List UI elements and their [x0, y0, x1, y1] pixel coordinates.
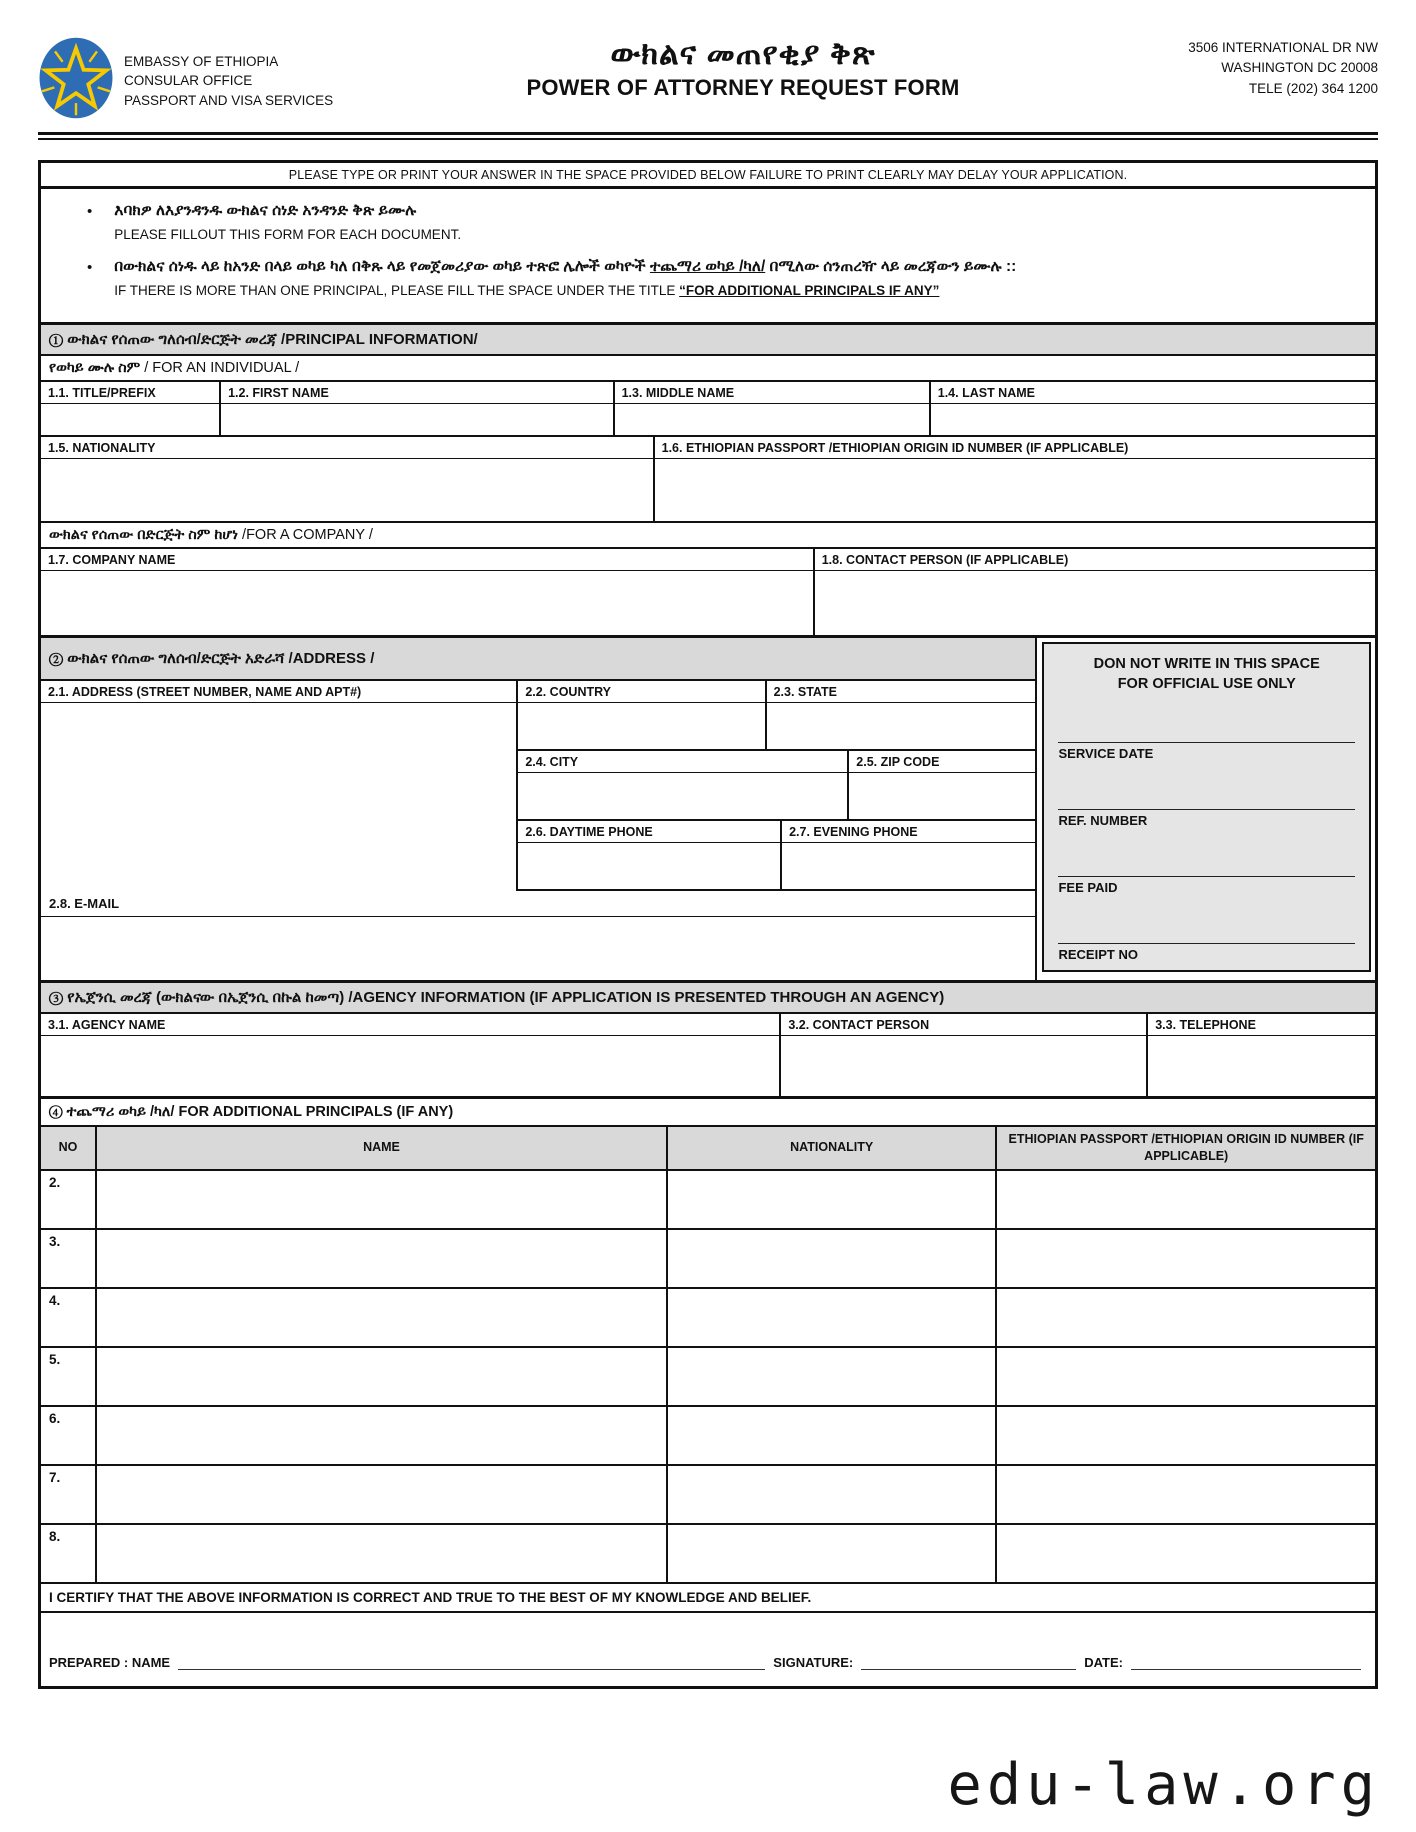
company-english: /FOR A COMPANY /	[238, 526, 373, 543]
fee-paid-line	[1058, 867, 1355, 877]
fee-paid-group	[1058, 867, 1355, 895]
signature-row	[41, 1613, 1375, 1686]
middle-name-field	[615, 382, 931, 435]
middle-name-label: 1.3. MIDDLE NAME	[615, 382, 929, 404]
col-nationality: NATIONALITY	[668, 1127, 997, 1169]
country-input[interactable]	[518, 703, 764, 749]
form-title-english: POWER OF ATTORNEY REQUEST FORM	[526, 75, 960, 100]
middle-name-input[interactable]	[615, 404, 929, 435]
org-line: EMBASSY OF ETHIOPIA	[124, 53, 279, 69]
form-title-amharic: ውክልና መጠየቂያ ቅጽ	[610, 36, 876, 71]
official-use-title	[1058, 654, 1355, 695]
bullet2-amharic	[114, 255, 1016, 279]
row-passport-input[interactable]	[997, 1289, 1375, 1346]
agency-contact-field	[781, 1014, 1148, 1096]
instruction-bullet-1	[87, 199, 1361, 255]
row-number: 3.	[41, 1230, 97, 1287]
city-zip-row	[518, 751, 1035, 821]
bullet2-amharic-post: በሚለው ሰንጠረዥ ላይ መረጃውን ይሙሉ ::	[765, 258, 1017, 276]
official-use-box	[1042, 642, 1371, 972]
passport-id-input[interactable]	[655, 459, 1375, 521]
receipt-no-label: RECEIPT NO	[1058, 946, 1138, 962]
row-name-input[interactable]	[97, 1289, 668, 1346]
prepared-name-input[interactable]	[178, 1657, 765, 1670]
row-passport-input[interactable]	[997, 1407, 1375, 1464]
official-use-pane	[1037, 638, 1375, 980]
bullet2-english-pre: IF THERE IS MORE THAN ONE PRINCIPAL, PLEASE FILL THE SPACE UNDER THE TITLE	[114, 283, 680, 299]
address-grid	[41, 681, 1035, 891]
agency-telephone-label: 3.3. TELEPHONE	[1148, 1014, 1375, 1036]
last-name-label: 1.4. LAST NAME	[931, 382, 1375, 404]
company-name-label: 1.7. COMPANY NAME	[41, 549, 813, 571]
agency-contact-label: 3.2. CONTACT PERSON	[781, 1014, 1146, 1036]
embassy-block	[38, 34, 378, 122]
state-field	[767, 681, 1036, 749]
address-line: 3506 INTERNATIONAL DR NW	[1188, 40, 1378, 55]
org-lines	[124, 46, 333, 111]
receipt-no-line	[1058, 934, 1355, 944]
table-row	[41, 1289, 1375, 1348]
name-field-row	[41, 382, 1375, 437]
row-passport-input[interactable]	[997, 1525, 1375, 1582]
daytime-phone-field	[518, 821, 782, 889]
first-name-label: 1.2. FIRST NAME	[221, 382, 613, 404]
row-nationality-input[interactable]	[668, 1348, 997, 1405]
row-name-input[interactable]	[97, 1466, 668, 1523]
agency-telephone-field	[1148, 1014, 1375, 1096]
official-title-line1: DON NOT WRITE IN THIS SPACE	[1093, 655, 1320, 672]
street-address-input[interactable]	[41, 703, 516, 891]
individual-amharic: የወካይ ሙሉ ስም	[49, 359, 141, 376]
org-line: PASSPORT AND VISA SERVICES	[124, 92, 334, 108]
agency-contact-input[interactable]	[781, 1036, 1146, 1096]
agency-name-input[interactable]	[41, 1036, 779, 1096]
zip-input[interactable]	[849, 773, 1035, 819]
date-input[interactable]	[1131, 1657, 1361, 1670]
bullet2-english	[114, 281, 1016, 301]
poa-form	[38, 160, 1378, 1689]
row-nationality-input[interactable]	[668, 1407, 997, 1464]
ref-number-group	[1058, 800, 1355, 828]
nationality-label: 1.5. NATIONALITY	[41, 437, 653, 459]
evening-phone-field	[782, 821, 1035, 889]
individual-english: / FOR AN INDIVIDUAL /	[140, 359, 300, 376]
bullet1-amharic: እባክዎ ለእያንዳንዱ ውክልና ሰነድ አንዳንድ ቅጽ ይሙሉ	[114, 202, 417, 219]
contact-person-label: 1.8. CONTACT PERSON (IF APPLICABLE)	[815, 549, 1375, 571]
passport-id-label: 1.6. ETHIOPIAN PASSPORT /ETHIOPIAN ORIGIN ID NUMBER (IF APPLICABLE)	[655, 437, 1375, 459]
row-name-input[interactable]	[97, 1407, 668, 1464]
row-nationality-input[interactable]	[668, 1466, 997, 1523]
fee-paid-label: FEE PAID	[1058, 879, 1118, 895]
address-line: TELE (202) 364 1200	[1248, 80, 1378, 96]
nationality-field-row	[41, 437, 1375, 523]
row-nationality-input[interactable]	[668, 1171, 997, 1228]
section1-header: ① ውክልና የሰጠው ግለሰብ/ድርጅት መረጃ /PRINCIPAL INFORMATION/	[41, 325, 1375, 356]
bullet-icon: •	[87, 203, 93, 220]
service-date-label: SERVICE DATE	[1058, 745, 1154, 761]
address-section	[41, 638, 1037, 980]
section4-header: ④ ተጨማሪ ወካይ /ካለ/ FOR ADDITIONAL PRINCIPALS (IF ANY)	[41, 1099, 1375, 1127]
service-date-group	[1058, 733, 1355, 761]
col-name: NAME	[97, 1127, 668, 1169]
section3-header: ③ የኤጀንሲ መረጃ (ውክልናው በኤጀንሲ በኩል ከመጣ) /AGENCY INFORMATION (IF APPLICATION IS PRESENTED THROUGH AN AGENCY)	[41, 983, 1375, 1014]
email-input[interactable]	[41, 917, 1035, 963]
country-state-row	[518, 681, 1035, 751]
passport-id-field	[655, 437, 1375, 521]
row-nationality-input[interactable]	[668, 1289, 997, 1346]
state-input[interactable]	[767, 703, 1036, 749]
table-row	[41, 1171, 1375, 1230]
embassy-address	[1108, 34, 1378, 99]
receipt-no-group	[1058, 934, 1355, 962]
address-and-official-zone	[41, 638, 1375, 983]
city-field	[518, 751, 849, 819]
bullet2-amharic-pre: በውክልና ሰነዱ ላይ ከአንድ በላይ ወካይ ካለ በቅጹ ላይ የመጀመሪያው ወካይ ተጽፎ ሌሎች ወካዮች	[114, 258, 650, 276]
bullet2-amharic-bold: ተጨማሪ ወካይ /ካለ/	[649, 258, 766, 276]
state-label: 2.3. STATE	[767, 681, 1036, 703]
country-field	[518, 681, 766, 749]
last-name-input[interactable]	[931, 404, 1375, 435]
row-nationality-input[interactable]	[668, 1525, 997, 1582]
row-number: 5.	[41, 1348, 97, 1405]
principals-table-header	[41, 1127, 1375, 1171]
row-passport-input[interactable]	[997, 1230, 1375, 1287]
title-prefix-field	[41, 382, 221, 435]
company-name-input[interactable]	[41, 571, 813, 635]
col-no: NO	[41, 1127, 97, 1169]
form-title-block	[378, 34, 1108, 101]
zip-label: 2.5. ZIP CODE	[849, 751, 1035, 773]
contact-person-input[interactable]	[815, 571, 1375, 635]
row-name-input[interactable]	[97, 1525, 668, 1582]
ref-number-label: REF. NUMBER	[1058, 812, 1148, 828]
row-name-input[interactable]	[97, 1171, 668, 1228]
company-name-field	[41, 549, 815, 635]
row-passport-input[interactable]	[997, 1171, 1375, 1228]
date-label: DATE:	[1084, 1654, 1123, 1670]
first-name-input[interactable]	[221, 404, 613, 435]
instructions	[41, 189, 1375, 325]
row-number: 7.	[41, 1466, 97, 1523]
agency-telephone-input[interactable]	[1148, 1036, 1375, 1096]
city-input[interactable]	[518, 773, 847, 819]
row-passport-input[interactable]	[997, 1466, 1375, 1523]
certification-statement: I CERTIFY THAT THE ABOVE INFORMATION IS CORRECT AND TRUE TO THE BEST OF MY KNOWLEDGE AND BELIEF.	[41, 1584, 1375, 1613]
street-address-label: 2.1. ADDRESS (STREET NUMBER, NAME AND APT#)	[41, 681, 516, 703]
signature-input[interactable]	[861, 1657, 1076, 1670]
daytime-phone-label: 2.6. DAYTIME PHONE	[518, 821, 780, 843]
section2-header: ② ውክልና የሰጠው ግለሰብ/ድርጅት አድራሻ /ADDRESS /	[41, 638, 1035, 681]
ref-number-line	[1058, 800, 1355, 810]
contact-person-field	[815, 549, 1375, 635]
org-line: CONSULAR OFFICE	[124, 73, 253, 89]
first-name-field	[221, 382, 615, 435]
row-nationality-input[interactable]	[668, 1230, 997, 1287]
address-line: WASHINGTON DC 20008	[1221, 60, 1378, 76]
nationality-field	[41, 437, 655, 521]
col-passport-id: ETHIOPIAN PASSPORT /ETHIOPIAN ORIGIN ID NUMBER (IF APPLICABLE)	[1008, 1132, 1364, 1163]
service-date-line	[1058, 733, 1355, 743]
company-amharic: ውክልና የሰጠው በድርጅት ስም ከሆነ	[49, 526, 239, 543]
nationality-input[interactable]	[41, 459, 653, 521]
table-row	[41, 1348, 1375, 1407]
daytime-phone-input[interactable]	[518, 843, 780, 889]
ethiopia-emblem-icon	[38, 34, 114, 122]
company-field-row	[41, 549, 1375, 638]
table-row	[41, 1230, 1375, 1289]
signature-label: SIGNATURE:	[773, 1654, 854, 1670]
city-label: 2.4. CITY	[518, 751, 847, 773]
row-number: 4.	[41, 1289, 97, 1346]
agency-name-field	[41, 1014, 781, 1096]
row-name-input[interactable]	[97, 1230, 668, 1287]
agency-field-row	[41, 1014, 1375, 1099]
row-name-input[interactable]	[97, 1348, 668, 1405]
agency-name-label: 3.1. AGENCY NAME	[41, 1014, 779, 1036]
address-subgrid	[518, 681, 1035, 891]
row-number: 8.	[41, 1525, 97, 1582]
row-passport-input[interactable]	[997, 1348, 1375, 1405]
instruction-bullet-2	[87, 255, 1361, 311]
official-title-line2: FOR OFFICIAL USE ONLY	[1117, 675, 1296, 692]
bullet1-english: PLEASE FILLOUT THIS FORM FOR EACH DOCUMENT.	[114, 227, 462, 243]
prepared-name-label: PREPARED : NAME	[49, 1654, 171, 1670]
title-prefix-input[interactable]	[41, 404, 219, 435]
evening-phone-label: 2.7. EVENING PHONE	[782, 821, 1035, 843]
individual-subheader	[41, 356, 1375, 382]
phones-row	[518, 821, 1035, 891]
type-or-print-notice: PLEASE TYPE OR PRINT YOUR ANSWER IN THE SPACE PROVIDED BELOW FAILURE TO PRINT CLEARLY MAY DELAY YOUR APPLICATION.	[41, 163, 1375, 189]
country-label: 2.2. COUNTRY	[518, 681, 764, 703]
zip-field	[849, 751, 1035, 819]
bullet2-english-bold: “FOR ADDITIONAL PRINCIPALS IF ANY”	[679, 283, 940, 299]
row-number: 2.	[41, 1171, 97, 1228]
last-name-field	[931, 382, 1375, 435]
title-prefix-label: 1.1. TITLE/PREFIX	[41, 382, 219, 404]
row-number: 6.	[41, 1407, 97, 1464]
company-subheader	[41, 523, 1375, 549]
table-row	[41, 1407, 1375, 1466]
table-row	[41, 1466, 1375, 1525]
form-header	[38, 34, 1378, 122]
email-label: 2.8. E-MAIL	[41, 891, 1035, 917]
bullet-icon: •	[87, 259, 93, 277]
header-divider	[38, 132, 1378, 140]
table-row	[41, 1525, 1375, 1584]
street-address-field	[41, 681, 518, 891]
watermark: edu-law.org	[947, 1752, 1380, 1818]
evening-phone-input[interactable]	[782, 843, 1035, 889]
